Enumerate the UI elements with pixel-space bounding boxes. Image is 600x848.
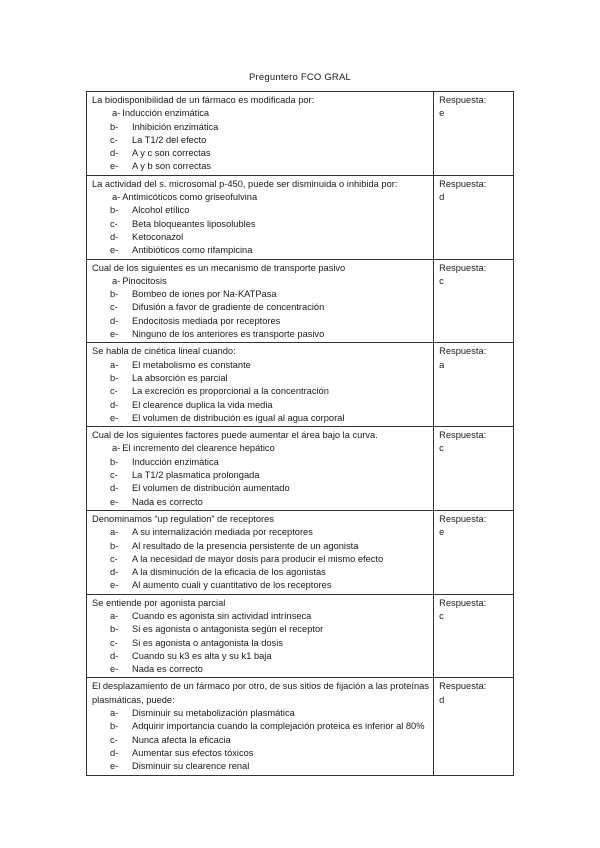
- answer-option: [92, 328, 429, 341]
- option-text: Pinocitosis: [122, 275, 167, 286]
- option-letter: c-: [110, 637, 118, 648]
- answer-option: [92, 134, 429, 147]
- question-text: Cual de los siguientes factores puede aumentar el área bajo la curva.: [92, 430, 378, 441]
- question-row: [87, 510, 514, 594]
- option-letter: d-: [110, 567, 119, 578]
- option-text: A y c son correctas: [132, 148, 211, 159]
- option-letter: a-: [110, 610, 119, 621]
- answer-value: e: [439, 108, 445, 119]
- option-letter: c-: [110, 134, 118, 145]
- answer-option: [92, 385, 429, 398]
- answer-option: [92, 372, 429, 385]
- option-text: Nunca afecta la eficacia: [132, 734, 231, 745]
- answer-value: c: [439, 443, 444, 454]
- option-letter: e-: [110, 580, 119, 591]
- option-letter: a-: [110, 527, 119, 538]
- answer-option: [92, 610, 429, 623]
- option-letter: a-: [112, 275, 121, 286]
- option-letter: a-: [112, 192, 121, 203]
- option-text: Difusión a favor de gradiente de concentración: [132, 302, 325, 313]
- answer-option: [92, 650, 429, 663]
- option-text: A su internalización mediada por receptores: [132, 527, 313, 538]
- option-text: La excreción es proporcional a la concentración: [132, 386, 329, 397]
- option-letter: d-: [110, 315, 119, 326]
- answer-label: Respuesta:: [439, 95, 487, 105]
- option-text: Nada es correcto: [132, 664, 203, 675]
- option-letter: a-: [110, 708, 119, 719]
- answer-value: d: [439, 694, 445, 705]
- answer-option: [92, 482, 429, 495]
- answer-label: Respuesta:: [439, 178, 487, 189]
- option-letter: c-: [110, 218, 118, 229]
- answer-option: [92, 107, 429, 120]
- option-text: Si es agonista o antagonista la dosis: [132, 637, 283, 648]
- question-text: La biodisponibilidad de un fármaco es modificada por:: [92, 95, 315, 105]
- answer-option: [92, 191, 429, 204]
- option-text: El incremento del clearence hepático: [122, 443, 275, 454]
- question-row: [87, 175, 514, 259]
- option-letter: b-: [110, 624, 119, 635]
- option-letter: e-: [110, 245, 119, 256]
- question-text: Se habla de cinética lineal cuando:: [92, 346, 236, 357]
- question-row: [87, 594, 514, 678]
- question-table: [86, 91, 514, 776]
- option-text: Al resultado de la presencia persistente de un agonista: [132, 540, 359, 551]
- answer-value: c: [439, 610, 444, 621]
- question-cell: [87, 92, 434, 176]
- option-text: Antibióticos como rifampicina: [132, 245, 253, 256]
- question-cell: [87, 510, 434, 594]
- answer-option: [92, 663, 429, 676]
- option-text: Disminuir su metabolización plasmática: [132, 708, 295, 719]
- answer-option: [92, 121, 429, 134]
- option-letter: b-: [110, 121, 119, 132]
- page-title: Preguntero FCO GRAL: [248, 72, 351, 83]
- answer-label: Respuesta:: [439, 513, 487, 524]
- answer-label: Respuesta:: [439, 346, 487, 357]
- question-row: [87, 259, 514, 343]
- option-letter: c-: [110, 734, 118, 745]
- option-text: Endocitosis mediada por receptores: [132, 315, 281, 326]
- option-text: Si es agonista o antagonista según el receptor: [132, 624, 324, 635]
- option-letter: b-: [110, 289, 119, 300]
- option-text: El clearence duplica la vida media: [132, 399, 273, 410]
- option-text: Inhibición enzimática: [132, 121, 219, 132]
- answer-option: [92, 301, 429, 314]
- question-cell: [87, 594, 434, 678]
- answer-value: e: [439, 527, 445, 538]
- question-row: [87, 678, 514, 775]
- question-text: Cual de los siguientes es un mecanismo de transporte pasivo: [92, 262, 346, 273]
- option-text: Antimicóticos como griseofulvina: [122, 192, 258, 203]
- option-text: La T1/2 plasmatica prolongada: [132, 470, 260, 481]
- option-text: Disminuir su clearence renal: [132, 761, 250, 772]
- option-letter: b-: [110, 456, 119, 467]
- option-text: Adquirir importancia cuando la complejación proteica es inferior al 80%: [132, 721, 425, 732]
- option-text: El volumen de distribución aumentado: [132, 483, 290, 494]
- option-text: Cuando es agonista sin actividad intrínseca: [132, 610, 312, 621]
- answer-option: [92, 147, 429, 160]
- answer-label: Respuesta:: [439, 681, 487, 692]
- answer-option: [92, 160, 429, 173]
- option-letter: a-: [112, 443, 121, 454]
- answer-option: [92, 399, 429, 412]
- question-cell: [87, 678, 434, 775]
- option-letter: d-: [110, 650, 119, 661]
- option-text: Ninguno de los anteriores es transporte pasivo: [132, 329, 325, 340]
- question-cell: [87, 343, 434, 427]
- answer-option: [92, 566, 429, 579]
- answer-option: [92, 747, 429, 760]
- option-text: Aumentar sus efectos tóxicos: [132, 747, 254, 758]
- option-letter: b-: [110, 205, 119, 216]
- option-text: A y b son correctas: [132, 161, 212, 172]
- option-letter: a-: [110, 359, 119, 370]
- option-letter: b-: [110, 540, 119, 551]
- option-text: El metabolismo es constante: [132, 359, 251, 370]
- answer-option: [92, 218, 429, 231]
- answer-value: d: [439, 192, 445, 203]
- option-text: El volumen de distribución es igual al agua corporal: [132, 412, 345, 423]
- answer-option: [92, 579, 429, 592]
- option-text: Cuando su k3 es alta y su k1 baja: [132, 650, 272, 661]
- answer-option: [92, 231, 429, 244]
- answer-option: [92, 288, 429, 301]
- answer-option: [92, 553, 429, 566]
- option-letter: d-: [110, 148, 119, 159]
- option-letter: d-: [110, 483, 119, 494]
- option-letter: e-: [110, 161, 119, 172]
- answer-option: [92, 412, 429, 425]
- question-cell: [87, 427, 434, 511]
- question-table-body: [87, 92, 514, 776]
- option-letter: d-: [110, 399, 119, 410]
- answer-value: c: [439, 275, 444, 286]
- answer-option: [92, 623, 429, 636]
- question-row: [87, 92, 514, 176]
- answer-option: [92, 204, 429, 217]
- option-letter: c-: [110, 470, 118, 481]
- answer-cell: [434, 678, 514, 775]
- answer-label: Respuesta:: [439, 430, 487, 441]
- answer-option: [92, 540, 429, 553]
- option-text: Al aumento cuali y cuantitativo de los receptores: [132, 580, 332, 591]
- answer-value: a: [439, 359, 445, 370]
- option-letter: d-: [110, 231, 119, 242]
- answer-cell: [434, 594, 514, 678]
- answer-cell: [434, 427, 514, 511]
- question-row: [87, 343, 514, 427]
- option-text: Ketoconazol: [132, 231, 184, 242]
- answer-option: [92, 734, 429, 747]
- option-text: La T1/2 del efecto: [132, 134, 207, 145]
- answer-option: [92, 442, 429, 455]
- answer-cell: [434, 92, 514, 176]
- answer-option: [92, 359, 429, 372]
- option-letter: c-: [110, 302, 118, 313]
- option-text: La absorción es parcial: [132, 372, 228, 383]
- answer-label: Respuesta:: [439, 597, 487, 608]
- option-letter: b-: [110, 372, 119, 383]
- option-letter: b-: [110, 721, 119, 732]
- answer-cell: [434, 175, 514, 259]
- question-cell: [87, 259, 434, 343]
- answer-option: [92, 637, 429, 650]
- answer-option: [92, 707, 429, 720]
- answer-option: [92, 469, 429, 482]
- answer-option: [92, 244, 429, 257]
- answer-cell: [434, 343, 514, 427]
- answer-label: Respuesta:: [439, 262, 487, 273]
- question-row: [87, 427, 514, 511]
- answer-option: [92, 526, 429, 539]
- option-letter: c-: [110, 386, 118, 397]
- answer-option: [92, 496, 429, 509]
- option-text: Inducción enzimática: [132, 456, 219, 467]
- option-text: Alcohol etílico: [132, 205, 190, 216]
- option-letter: e-: [110, 664, 119, 675]
- question-cell: [87, 175, 434, 259]
- option-text: Beta bloqueantes liposolubles: [132, 218, 256, 229]
- option-text: Nada es correcto: [132, 496, 203, 507]
- option-text: A la disminución de la eficacia de los agonistas: [132, 567, 326, 578]
- answer-cell: [434, 259, 514, 343]
- answer-option: [92, 275, 429, 288]
- answer-option: [92, 456, 429, 469]
- option-letter: c-: [110, 553, 118, 564]
- option-text: A la necesidad de mayor dosis para producir el mismo efecto: [132, 553, 384, 564]
- answer-option: [92, 720, 429, 733]
- answer-cell: [434, 510, 514, 594]
- option-text: Inducción enzimática: [122, 108, 210, 119]
- option-letter: e-: [110, 761, 119, 772]
- question-text: El desplazamiento de un fármaco por otro, de sus sitios de fijación a las proteínas plasmáticas, puede:: [92, 681, 429, 705]
- question-text: La actividad del s. microsomal p-450, puede ser disminuida o inhibida por:: [92, 178, 398, 189]
- answer-option: [92, 315, 429, 328]
- option-letter: a-: [112, 108, 121, 119]
- option-letter: e-: [110, 329, 119, 340]
- option-letter: e-: [110, 412, 119, 423]
- option-letter: d-: [110, 747, 119, 758]
- question-text: Se entiende por agonista parcial: [92, 597, 226, 608]
- answer-option: [92, 760, 429, 773]
- option-letter: e-: [110, 496, 119, 507]
- option-text: Bombeo de iones por Na-KATPasa: [132, 289, 277, 300]
- question-text: Denominamos “up regulation” de receptores: [92, 513, 274, 524]
